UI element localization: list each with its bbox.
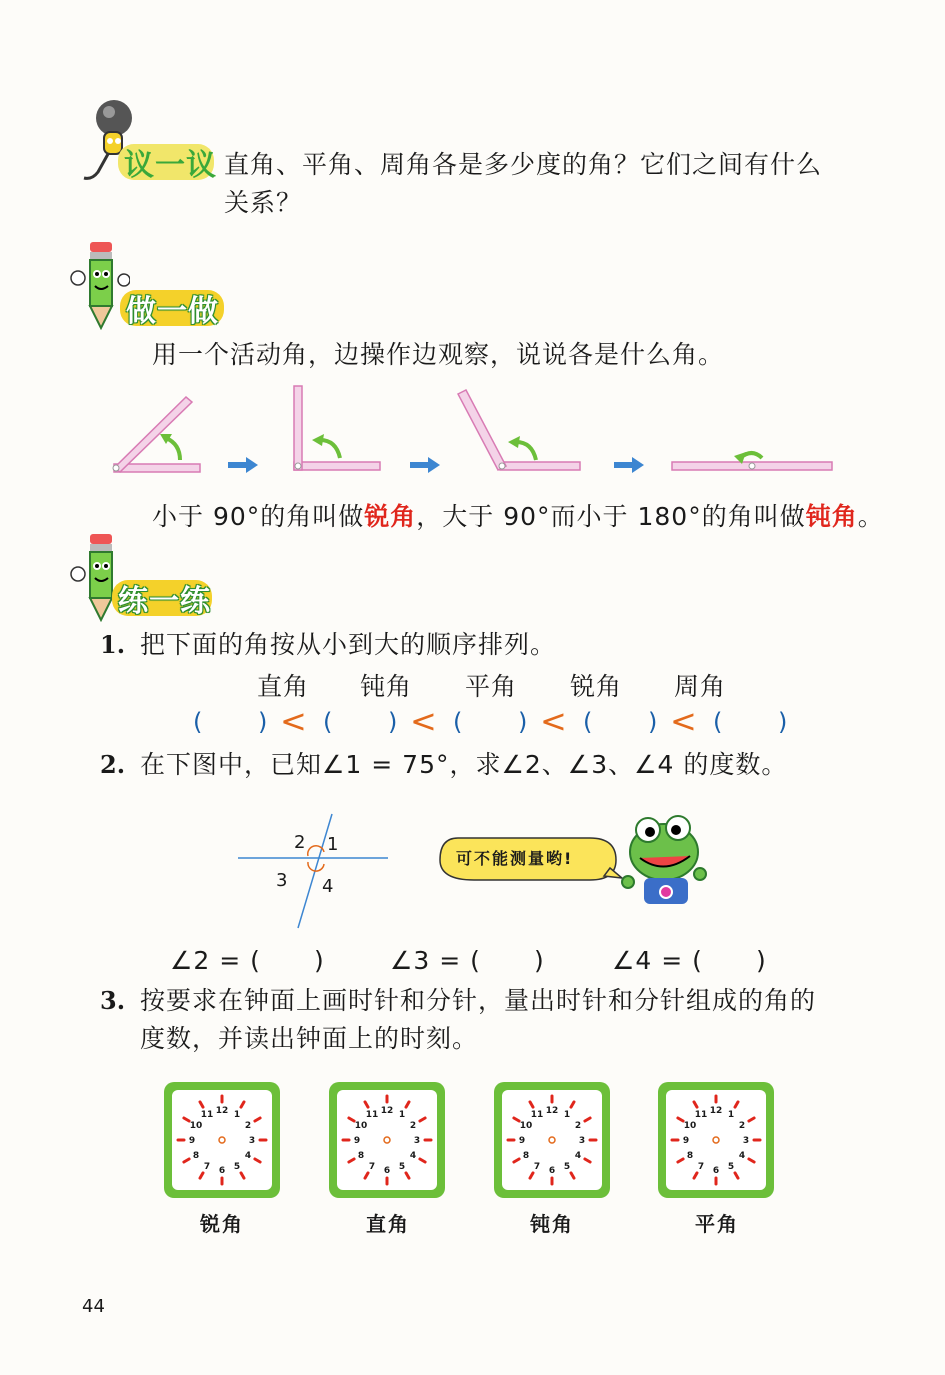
arrow-right-icon <box>614 457 644 473</box>
definition-end: 。 <box>857 502 884 531</box>
clock-hour-number: 7 <box>203 1161 211 1172</box>
less-than-sign: < <box>540 702 567 740</box>
page-number: 44 <box>82 1296 105 1317</box>
blank-open: ( <box>193 708 203 736</box>
angle-definition <box>152 498 884 536</box>
less-than-sign: < <box>410 702 437 740</box>
clock-hour-number: 9 <box>682 1136 690 1146</box>
blank-close: ) <box>648 708 658 736</box>
angle-label-1: 1 <box>327 834 339 855</box>
clock-hour-number: 3 <box>248 1136 256 1146</box>
clock-hour-number: 8 <box>192 1151 200 1161</box>
clock-hour-number: 2 <box>244 1121 252 1131</box>
acute-angle-figure <box>113 397 200 472</box>
clock-hour-number: 11 <box>200 1110 214 1121</box>
discuss-badge: 议一议 <box>124 148 217 183</box>
clock-hour-number: 10 <box>189 1121 203 1131</box>
clock-hour-number: 1 <box>233 1110 241 1121</box>
blank-close: ) <box>778 708 788 736</box>
blank-close: ) <box>258 708 268 736</box>
clock-hour-number: 9 <box>188 1136 196 1146</box>
clock-hour-number: 9 <box>353 1136 361 1146</box>
clock-face <box>492 1080 612 1200</box>
clock-hour-number: 5 <box>563 1161 571 1172</box>
clock-hour-number: 8 <box>522 1151 530 1161</box>
q1-text: 把下面的角按从小到大的顺序排列。 <box>140 630 557 659</box>
clock-center <box>384 1137 390 1143</box>
clock-hour-number: 11 <box>694 1110 708 1121</box>
clock-hour-number: 3 <box>578 1136 586 1146</box>
blank-open: ( <box>713 708 723 736</box>
clock-hour-number: 1 <box>727 1110 735 1121</box>
frog-mascot-icon <box>618 812 708 912</box>
clock-label-1: 直角 <box>366 1212 410 1236</box>
q2-number: 2. <box>100 750 126 779</box>
clock-hour-number: 10 <box>519 1121 533 1131</box>
clock-label-2: 钝角 <box>530 1212 574 1236</box>
clock-hour-number: 6 <box>712 1166 720 1176</box>
clock-hour-number: 10 <box>354 1121 368 1131</box>
obtuse-angle-figure <box>458 390 580 470</box>
clock-hour-number: 11 <box>530 1110 544 1121</box>
angle-label-4: 4 <box>322 876 334 897</box>
clock-hour-number: 12 <box>709 1106 723 1116</box>
clock-hour-number: 12 <box>545 1106 559 1116</box>
blank-close: ) <box>388 708 398 736</box>
q2-answer-2-close: ) <box>314 946 325 975</box>
clock-hour-number: 3 <box>742 1136 750 1146</box>
clock-label-0: 锐角 <box>200 1212 244 1236</box>
q2-text: 在下图中，已知∠1 = 75°，求∠2、∠3、∠4 的度数。 <box>140 750 788 779</box>
clock-hour-number: 2 <box>738 1121 746 1131</box>
clock-hour-number: 2 <box>574 1121 582 1131</box>
obtuse-term: 钝角 <box>805 502 858 531</box>
less-than-sign: < <box>280 702 307 740</box>
straight-angle-figure <box>672 452 832 470</box>
clock-hour-number: 8 <box>686 1151 694 1161</box>
clock-center <box>713 1137 719 1143</box>
angle-label-3: 3 <box>276 870 288 891</box>
clock-face <box>162 1080 282 1200</box>
q2-answer-3: ∠3 = ( <box>390 946 481 975</box>
arrow-right-icon <box>228 457 258 473</box>
clock-hour-number: 6 <box>383 1166 391 1176</box>
blank-open: ( <box>323 708 333 736</box>
speech-bubble-text: 可不能测量哟! <box>456 849 574 868</box>
clock-hour-number: 9 <box>518 1136 526 1146</box>
q1-option-0: 直角 <box>257 672 310 701</box>
clock-hour-number: 7 <box>368 1161 376 1172</box>
acute-term: 锐角 <box>364 502 417 531</box>
q2-answer-2: ∠2 = ( <box>170 946 261 975</box>
clock-hour-number: 4 <box>244 1151 252 1161</box>
clock-center <box>549 1137 555 1143</box>
clock-face <box>656 1080 776 1200</box>
less-than-sign: < <box>670 702 697 740</box>
clock-hour-number: 5 <box>398 1161 406 1172</box>
clock-hour-number: 6 <box>218 1166 226 1176</box>
arrow-right-icon <box>410 457 440 473</box>
definition-part-a: 小于 90°的角叫做 <box>152 502 365 531</box>
clock-hour-number: 5 <box>727 1161 735 1172</box>
q1-number: 1. <box>100 630 126 659</box>
clock-hour-number: 8 <box>357 1151 365 1161</box>
q1-option-2: 平角 <box>465 672 518 701</box>
do-instruction: 用一个活动角，边操作边观察，说说各是什么角。 <box>152 340 725 369</box>
q1-option-1: 钝角 <box>360 672 413 701</box>
clock-hour-number: 5 <box>233 1161 241 1172</box>
q3-number: 3. <box>100 986 126 1015</box>
clock-hour-number: 2 <box>409 1121 417 1131</box>
q2-answer-3-close: ) <box>534 946 545 975</box>
clock-label-3: 平角 <box>695 1212 739 1236</box>
discuss-question-line1: 直角、平角、周角各是多少度的角？它们之间有什么 <box>224 150 823 179</box>
clock-hour-number: 12 <box>380 1106 394 1116</box>
clock-hour-number: 7 <box>697 1161 705 1172</box>
clock-hour-number: 4 <box>738 1151 746 1161</box>
definition-part-b: ，大于 90°而小于 180°的角叫做 <box>416 502 806 531</box>
q3-line2: 度数，并读出钟面上的时刻。 <box>140 1024 479 1053</box>
angle-label-2: 2 <box>294 832 306 853</box>
intersecting-lines-diagram <box>236 812 390 932</box>
clock-center <box>219 1137 225 1143</box>
q2-answer-4: ∠4 = ( <box>612 946 703 975</box>
clock-hour-number: 3 <box>413 1136 421 1146</box>
clock-hour-number: 1 <box>398 1110 406 1121</box>
clock-hour-number: 7 <box>533 1161 541 1172</box>
blank-open: ( <box>583 708 593 736</box>
clock-hour-number: 1 <box>563 1110 571 1121</box>
q3-line1: 按要求在钟面上画时针和分针，量出时针和分针组成的角的 <box>140 986 817 1015</box>
clock-hour-number: 11 <box>365 1110 379 1121</box>
practice-badge: 练一练 <box>118 584 211 619</box>
discuss-question-line2: 关系？ <box>224 188 303 217</box>
blank-close: ) <box>518 708 528 736</box>
clock-hour-number: 10 <box>683 1121 697 1131</box>
movable-angle-diagram <box>100 380 845 490</box>
do-badge: 做一做 <box>126 294 219 329</box>
q2-answer-4-close: ) <box>756 946 767 975</box>
q1-option-4: 周角 <box>674 672 727 701</box>
clock-hour-number: 6 <box>548 1166 556 1176</box>
blank-open: ( <box>453 708 463 736</box>
clock-hour-number: 4 <box>574 1151 582 1161</box>
clock-hour-number: 12 <box>215 1106 229 1116</box>
clock-face <box>327 1080 447 1200</box>
q1-option-3: 锐角 <box>570 672 623 701</box>
right-angle-figure <box>294 386 380 470</box>
clock-hour-number: 4 <box>409 1151 417 1161</box>
